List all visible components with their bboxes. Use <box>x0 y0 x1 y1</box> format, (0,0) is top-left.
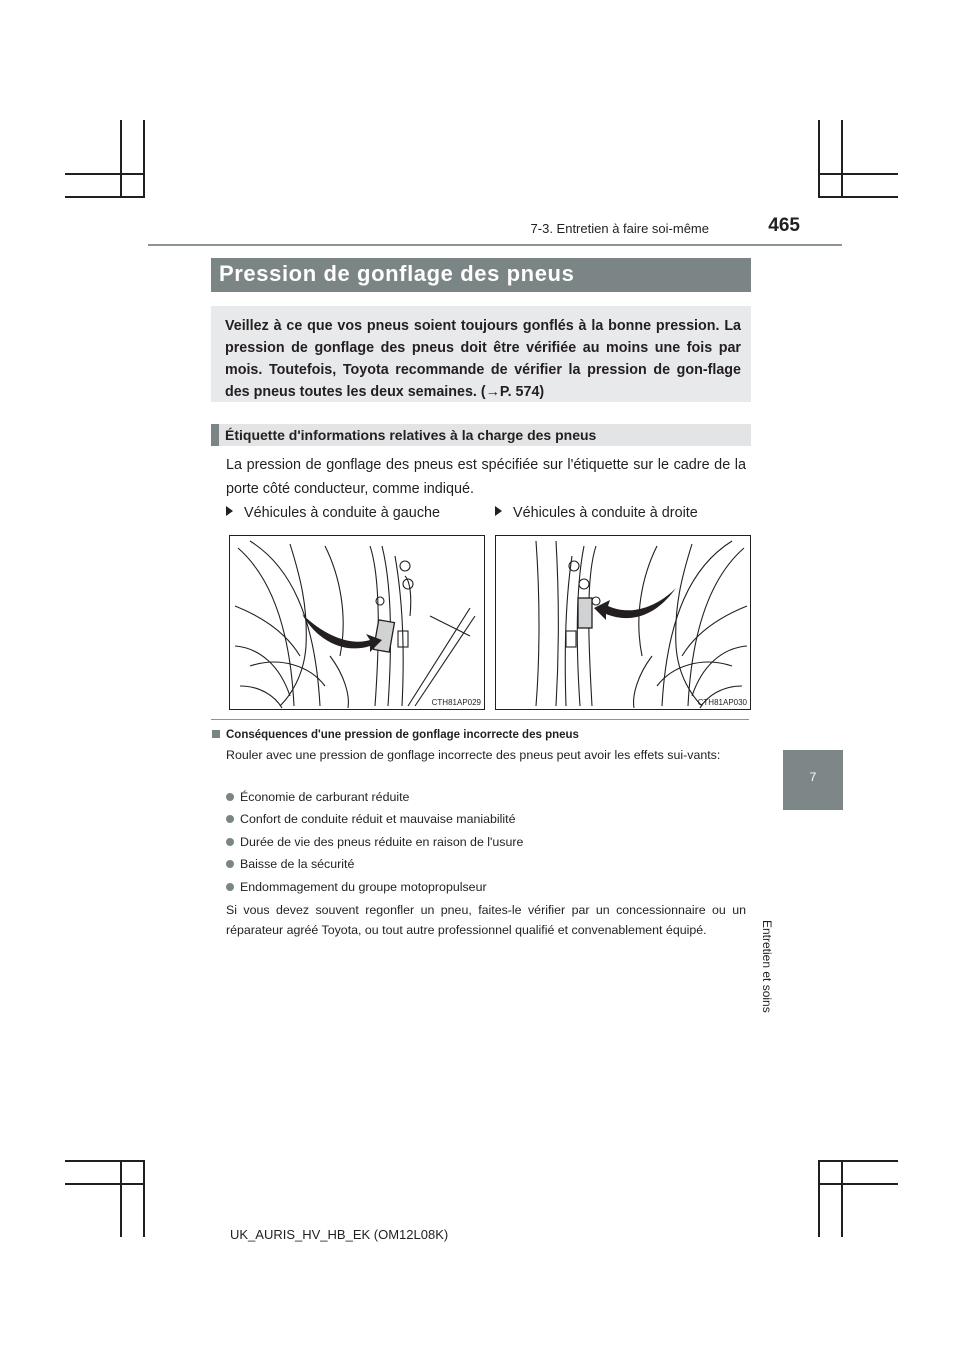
subsection-title: Étiquette d'informations relatives à la charge des pneus <box>225 427 597 443</box>
section-divider <box>211 719 749 720</box>
list-item-text: Durée de vie des pneus réduite en raison de l'usure <box>240 835 524 849</box>
triangle-bullet-icon <box>226 506 233 516</box>
chapter-tab <box>783 750 843 810</box>
crop-mark <box>818 120 820 197</box>
note-heading <box>212 729 579 741</box>
page-title-bar <box>211 258 751 292</box>
triangle-bullet-icon <box>495 506 502 516</box>
list-item <box>226 790 409 804</box>
crop-mark <box>841 120 843 197</box>
circle-bullet-icon <box>226 883 234 891</box>
list-item-text: Confort de conduite réduit et mauvaise maniabilité <box>240 812 516 826</box>
crop-mark <box>65 196 145 198</box>
page-number: 465 <box>768 215 800 236</box>
list-item <box>226 857 354 871</box>
door-frame-label-illustration <box>496 536 751 710</box>
crop-mark <box>120 1160 122 1237</box>
crop-mark <box>143 120 145 197</box>
circle-bullet-icon <box>226 793 234 801</box>
list-item <box>226 812 516 826</box>
circle-bullet-icon <box>226 815 234 823</box>
variant-label-text: Véhicules à conduite à gauche <box>244 505 441 521</box>
note-title: Conséquences d'une pression de gonflage incorrecte des pneus <box>226 729 579 741</box>
header-divider <box>148 244 842 246</box>
illustration-rhd <box>495 535 751 710</box>
footer-model-code: UK_AURIS_HV_HB_EK (OM12L08K) <box>230 1227 449 1242</box>
chapter-label-text: Entretien et soins <box>760 920 774 1013</box>
subsection-heading <box>211 424 751 446</box>
list-item <box>226 880 487 894</box>
list-item-text: Économie de carburant réduite <box>240 790 410 804</box>
crop-mark <box>65 1160 145 1162</box>
intro-text: Veillez à ce que vos pneus soient toujours gonflés à la bonne pression. La pression de gonflage des pneus doit être vérifiée au moins une fois par mois. Toutefois, Toyota recommande de vérifier la pression de gon-flage des pneus toutes les deux semaines. (→P. 574) <box>225 318 741 400</box>
crop-mark <box>143 1160 145 1237</box>
note-intro: Rouler avec une pression de gonflage incorrecte des pneus peut avoir les effets sui-vants: <box>226 748 721 762</box>
crop-mark <box>818 196 898 198</box>
variant-label-lhd <box>226 505 440 521</box>
list-item <box>226 835 523 849</box>
illustration-lhd <box>229 535 485 710</box>
circle-bullet-icon <box>226 838 234 846</box>
crop-mark <box>818 1183 898 1185</box>
list-item-text: Baisse de la sécurité <box>240 857 355 871</box>
header-section: 7-3. Entretien à faire soi-même <box>530 221 709 236</box>
square-bullet-icon <box>212 730 220 738</box>
crop-mark <box>818 1160 820 1237</box>
variant-label-text: Véhicules à conduite à droite <box>513 505 698 521</box>
image-code: CTH81AP030 <box>697 698 747 707</box>
crop-mark <box>841 1160 843 1237</box>
circle-bullet-icon <box>226 860 234 868</box>
chapter-number: 7 <box>809 770 817 784</box>
variant-label-rhd <box>495 505 698 521</box>
page-title: Pression de gonflage des pneus <box>219 261 575 286</box>
note-closing: Si vous devez souvent regonfler un pneu, faites-le vérifier par un concessionnaire ou un réparateur agréé Toyota, ou tout autre professionnel qualifié et convenablement équipé. <box>226 903 746 937</box>
crop-mark <box>818 1160 898 1162</box>
image-code: CTH81AP029 <box>431 698 481 707</box>
chapter-label <box>760 820 820 1013</box>
crop-mark <box>65 1183 145 1185</box>
list-item-text: Endommagement du groupe motopropulseur <box>240 880 487 894</box>
door-frame-label-illustration <box>230 536 485 710</box>
crop-mark <box>818 173 898 175</box>
intro-box <box>211 306 751 402</box>
crop-mark <box>65 173 145 175</box>
crop-mark <box>120 120 122 197</box>
subsection-body: La pression de gonflage des pneus est spécifiée sur l'étiquette sur le cadre de la porte côté conducteur, comme indiqué. <box>226 457 746 497</box>
